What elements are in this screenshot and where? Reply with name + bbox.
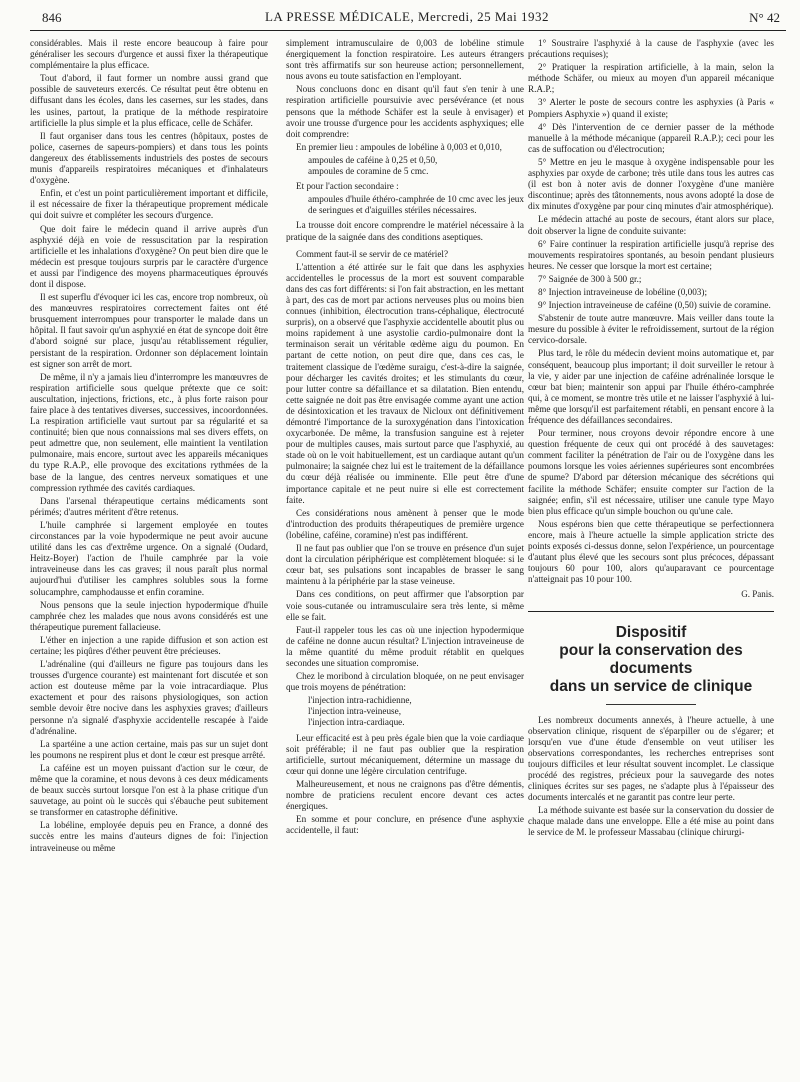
paragraph: Plus tard, le rôle du médecin devient moins automatique et, par conséquent, beaucoup plus important; il doit surveiller le retour à la vie, y aider par une injection de caféine adrénalinée lorsque le cœur bat bien; maintenir son appui par l'huile éthéro-camphrée qui, à ce moment, se montre très utile et ne laisser l'asphyxié à lui-même que lorsqu'il est parfaitement rétabli, en pensant encore à la fréquence des défaillances secondaires.	[528, 348, 774, 425]
paragraph: De même, il n'y a jamais lieu d'interrompre les manœuvres de respiration artificielle sous quelque prétexte que ce soit: auscultation, injections, frictions, etc., à plus forte raison pour faire place à des tentatives diverses, successives, incoordonnées. La respiration artificielle vaut surtout par sa régularité et sa continuité; bien que nous connaissions mal ses divers effets, on peut admettre que, non seulement, elle maintient la ventilation pulmonaire, mais encore, surtout avec les appareils mécaniques du type R.A.P., elle provoque des excitations rythmées de la base de la langue, des centres nerveux somatiques et une compression rythmée des cavités cardiaques.	[30, 371, 268, 493]
kit-note: La trousse doit encore comprendre le matériel nécessaire à la pratique de la saignée dans des conditions aseptiques.	[286, 220, 524, 242]
kit-item: ampoules de caféine à 0,25 et 0,50,	[308, 154, 438, 165]
paragraph: S'abstenir de toute autre manœuvre. Mais veiller dans toute la mesure du possible à éviter le refroidissement, surtout de la région cervico-dorsale.	[528, 313, 774, 346]
column-1	[30, 38, 268, 1078]
paragraph: Que doit faire le médecin quand il arrive auprès d'un asphyxié déjà en voie de ressuscitation par la respiration artificielle et les inhalations d'oxygène? On peut bien dire que le médecin est presque toujours surpris par le caractère d'urgence et aussi par l'indigence des moyens pharmaceutiques éprouvés dont il dispose.	[30, 223, 268, 289]
step: 2° Pratiquer la respiration artificielle, à la main, selon la méthode Schäfer, ou mieux au moyen d'un appareil mécanique R.A.P.;	[528, 62, 774, 95]
paragraph: Les nombreux documents annexés, à l'heure actuelle, à une observation clinique, risquent de s'éparpiller ou de s'égarer; et lorsqu'en vue d'une étude d'ensemble on veut utiliser les observations correspondantes, les recherches entreprises sont toujours difficiles et leur résultat souvent incomplet. Le classique procédé des registres, précieux pour la sauvegarde des notes cliniques écrites sur ses pages, ne s'adapte plus à l'épaisseur des documents intercalés et ne garantit pas contre leur perte.	[528, 714, 774, 803]
kit-secondary-label: Et pour l'action secondaire :	[296, 181, 399, 192]
paragraph: Malheureusement, et nous ne craignons pas d'être démentis, nombre de praticiens reculent encore devant ces actes énergiques.	[286, 778, 524, 812]
paragraph: La spartéine a une action certaine, mais pas sur un sujet dont les poumons ne respirent plus et dont le cœur est presque arrêté.	[30, 738, 268, 760]
step: 1° Soustraire l'asphyxié à la cause de l'asphyxie (avec les précautions requises);	[528, 38, 774, 60]
section-divider	[528, 611, 774, 612]
kit-item: ampoules de coramine de 5 cmc.	[308, 166, 429, 177]
paragraph: considérables. Mais il reste encore beaucoup à faire pour généraliser les secours d'urgence et aussi fixer la thérapeutique complémentaire la plus efficace.	[30, 38, 268, 71]
paragraph: L'adrénaline (qui d'ailleurs ne figure pas toujours dans les trousses d'urgence courante) est maintenant fort discutée et son action est douteuse même par la voie intracardiaque. Plus exactement et pour des raisons physiologiques, son action semble devoir être nocive dans les asphyxies graves; d'ailleurs personne n'a signalé d'asphyxie accidentelle rescapée à l'aide d'adrénaline.	[30, 659, 268, 736]
article-title-line: Dispositif	[615, 623, 687, 641]
title-underline	[606, 704, 696, 705]
paragraph: Nous concluons donc en disant qu'il faut s'en tenir à une respiration artificielle poursuivie avec persévérance (et nous pensons que la méthode Schäfer est la seule à envisager) et avoir une trousse d'urgence pour les accidents asphyxiques; elle doit comprendre:	[286, 84, 524, 139]
route-item: l'injection intra-rachidienne,	[308, 695, 412, 706]
step: 4° Dès l'intervention de ce dernier passer de la méthode manuelle à la méthode mécanique (appareil R.A.P.); ceci pour les cas de suffocation ou d'électrocution;	[528, 121, 774, 154]
paragraph: L'attention a été attirée sur le fait que dans les asphyxies accidentelles le processus de la mort est souvent comparable dans des cas fort différents: si l'on fait abstraction, en les mettant à part, des cas de mort par actions nerveuses plus ou moins bien connues (inhibition, électrocution trans-céphalique, électrocuté surpris), on a observé que l'asphyxie accidentelle aboutit plus ou moins rapidement à une asystolie cardio-pulmonaire dont la terminaison serait un véritable œdème aigu du poumon. En partant de cette notion, on peut dire que, dans ces cas, le traitement classique de l'œdème suraigu, c'est-à-dire la saignée, pour décharger les cavités droites; et les stimulants du cœur, pour lutter contre sa défaillance et sa dilatation. Bien entendu, cette saignée ne doit pas être envisagée comme ayant une action de désintoxication et les travaux de Nicloux ont définitivement démontré l'importance de la suroxygénation dans l'intoxication oxycarbonée. De même, la transfusion sanguine est à rejeter pour de multiples causes, mais surtout parce que l'asphyxié, au stade où on le voit habituellement, est un cardiaque autant qu'un pulmonaire; la saignée chez lui est le traitement de la défaillance du cœur déjà réalisée ou imminente. Elle peut être d'une importance capitale et ne peut nuire si elle est correctement faite.	[286, 261, 524, 505]
paragraph: Il ne faut pas oublier que l'on se trouve en présence d'un sujet dont la circulation périphérique est complètement bloquée: si le cœur bat, ses pulsations sont incapables de brasser le sang maintenu à la périphérie par la stase veineuse.	[286, 543, 524, 587]
journal-title: LA PRESSE MÉDICALE, Mercredi, 25 Mai 1932	[264, 9, 550, 24]
article-title	[528, 624, 774, 696]
author-signature: G. Panis.	[741, 589, 774, 600]
step: 5° Mettre en jeu le masque à oxygène indispensable pour les asphyxies par oxyde de carbone; très utile dans tous les autres cas (il est bon à noter avis de donner l'oxygène d'une manière discontinue; après des tâtonnements, nous avons adopté la dose de dix minutes d'oxygène par pour cinq minutes d'air atmosphérique).	[528, 156, 774, 212]
page-number: 846	[42, 10, 62, 25]
article-title-line: pour la conservation des documents	[559, 641, 743, 677]
kit-primary-label: En premier lieu : ampoules de lobéline à 0,003 et 0,010,	[296, 141, 502, 152]
paragraph: Il faut organiser dans tous les centres (hôpitaux, postes de police, casernes de sapeurs-pompiers) et dans tous les points dangereux des établissements industriels des postes de secours munis d'appareils respiratoires mécaniques et d'inhalateurs d'oxygène.	[30, 130, 268, 186]
paragraph: En somme et pour conclure, en présence d'une asphyxie accidentelle, il faut:	[286, 814, 524, 836]
issue-number: N° 42	[749, 10, 780, 25]
paragraph: Tout d'abord, il faut former un nombre aussi grand que possible de sauveteurs exercés. Ce résultat peut être obtenu en diffusant dans les écoles, dans les casernes, sur les stades, dans les usines, partout, la pratique de la méthode respiratoire artificielle la plus simple et la plus efficace, celle de Schäfer.	[30, 73, 268, 128]
paragraph: Enfin, et c'est un point particulièrement important et difficile, il est nécessaire de fixer la thérapeutique proprement médicale qui doit suivre et compléter les secours d'urgence.	[30, 188, 268, 221]
paragraph: Nous espérons bien que cette thérapeutique se perfectionnera encore, mais à l'heure actuelle la simple application stricte des points exposés ci-dessus donne, selon l'expérience, un pourcentage d'autant plus élevé que les secours sont plus précoces, dépassant toujours 60 pour 100, alors qu'auparavant ce pourcentage n'atteignait pas 10 pour 100.	[528, 518, 774, 585]
route-item: l'injection intra-cardiaque.	[308, 717, 405, 728]
paragraph: Il est superflu d'évoquer ici les cas, encore trop nombreux, où des manœuvres respiratoires correctement faites ont été brusquement interrompues pour transporter le malade dans un hôpital. Il faut savoir qu'un asphyxié en état de syncope doit être d'abord soigné sur place, jusqu'au rétablissement régulier, persistant de la respiration. Ordonner son déplacement lointain est signer son arrêt de mort.	[30, 292, 268, 369]
paragraph: Dans l'arsenal thérapeutique certains médicaments sont périmés; d'autres méritent d'être retenus.	[30, 495, 268, 517]
article-title-line: dans un service de clinique	[549, 677, 753, 695]
paragraph: Ces considérations nous amènent à penser que le mode d'introduction des produits thérapeutiques de première urgence (lobéline, caféine, coramine) n'est pas indifférent.	[286, 507, 524, 540]
paragraph: Leur efficacité est à peu près égale bien que la voie cardiaque soit préférable; il ne faut pas oublier que la respiration artificielle, surtout mécaniquement, détermine un massage du cœur qui donne une légère circulation centrifuge.	[286, 732, 524, 776]
step: 8° Injection intraveineuse de lobéline (0,003);	[538, 286, 707, 297]
paragraph: Chez le moribond à circulation bloquée, on ne peut envisager que trois moyens de pénétration:	[286, 671, 524, 693]
paragraph: La lobéline, employée depuis peu en France, a donné des succès entre les mains d'auteurs dignes de foi: l'injection intraveineuse ou même	[30, 820, 268, 853]
paragraph: Nous pensons que la seule injection hypodermique d'huile camphrée chez les malades que nous avons considérés est une thérapeutique purement fallacieuse.	[30, 599, 268, 632]
step: 3° Alerter le poste de secours contre les asphyxies (à Paris « Pompiers Asphyxie ») quand il existe;	[528, 97, 774, 119]
step: 6° Faire continuer la respiration artificielle jusqu'à reprise des mouvements respiratoires spontanés, au besoin pendant plusieurs heures. Ne cesser que lorsque la mort est certaine;	[528, 238, 774, 271]
paragraph: L'éther en injection a une rapide diffusion et son action est certaine; les piqûres d'éther peuvent être précieuses.	[30, 634, 268, 656]
route-item: l'injection intra-veineuse,	[308, 706, 401, 717]
step: 9° Injection intraveineuse de caféine (0,50) suivie de coramine.	[538, 300, 771, 311]
page-header	[28, 8, 786, 28]
step: 7° Saignée de 300 à 500 gr.;	[538, 273, 642, 284]
paragraph: simplement intramusculaire de 0,003 de lobéline stimule énergiquement la fonction respiratoire. Les auteurs étrangers sont très affirmatifs sur son heureuse action; personnellement, nous avons eu toute satisfaction en l'employant.	[286, 38, 524, 82]
paragraph: Le médecin attaché au poste de secours, étant alors sur place, doit observer la ligne de conduite suivante:	[528, 214, 774, 236]
paragraph: L'huile camphrée si largement employée en toutes circonstances par la voie hypodermique ne peut avoir aucune utilité dans les cas d'extrême urgence. On a signalé (Oudard, Heitz-Boyer) l'action de l'huile camphrée par la voie intraveineuse dans les cas graves; il nous paraît plus normal aujourd'hui d'utiliser les camphres solubles sous la forme solucamphre, camphodausse et enfin coramine.	[30, 519, 268, 597]
paragraph: Dans ces conditions, on peut affirmer que l'absorption par voie sous-cutanée ou intramusculaire sera très lente, si même elle se fait.	[286, 589, 524, 622]
column-2	[286, 38, 524, 1078]
paragraph: Comment faut-il se servir de ce matériel?	[296, 248, 449, 259]
column-3	[528, 38, 774, 1078]
paragraph: La méthode suivante est basée sur la conservation du dossier de chaque malade dans une enveloppe. Elle a été mise au point dans le service de M. le professeur Massabau (clinique chirurgi-	[528, 805, 774, 838]
header-rule	[30, 30, 786, 31]
paragraph: La caféine est un moyen puissant d'action sur le cœur, de même que la coramine, et nous devons à ces deux médicaments de beaux succès surtout lorsque l'on est à la phase critique d'un sauvetage, au point où le succès qui s'ébauche peut subitement se transformer en catastrophe définitive.	[30, 762, 268, 818]
paragraph: Faut-il rappeler tous les cas où une injection hypodermique de caféine ne donne aucun résultat? L'injection intraveineuse de la même quantité du même produit rétablit en quelques secondes une situation compromise.	[286, 624, 524, 668]
kit-item: ampoules d'huile éthéro-camphrée de 10 cmc avec les jeux de seringues et d'aiguilles stériles nécessaires.	[308, 194, 524, 216]
paragraph: Pour terminer, nous croyons devoir répondre encore à une question fréquente de ceux qui ont procédé à des sauvetages: comment faciliter la pénétration de l'air ou de l'oxygène dans les poumons lorsque les voies aériennes supérieures sont encombrées de spume? D'abord par détersion mécanique des sécrétions qui facilite la méthode Schäfer; ensuite compter sur l'action de la saignée; enfin, s'il est nécessaire, utiliser une canule type Mayo bien plus efficace qu'un simple bouchon ou qu'une cale.	[528, 428, 774, 516]
